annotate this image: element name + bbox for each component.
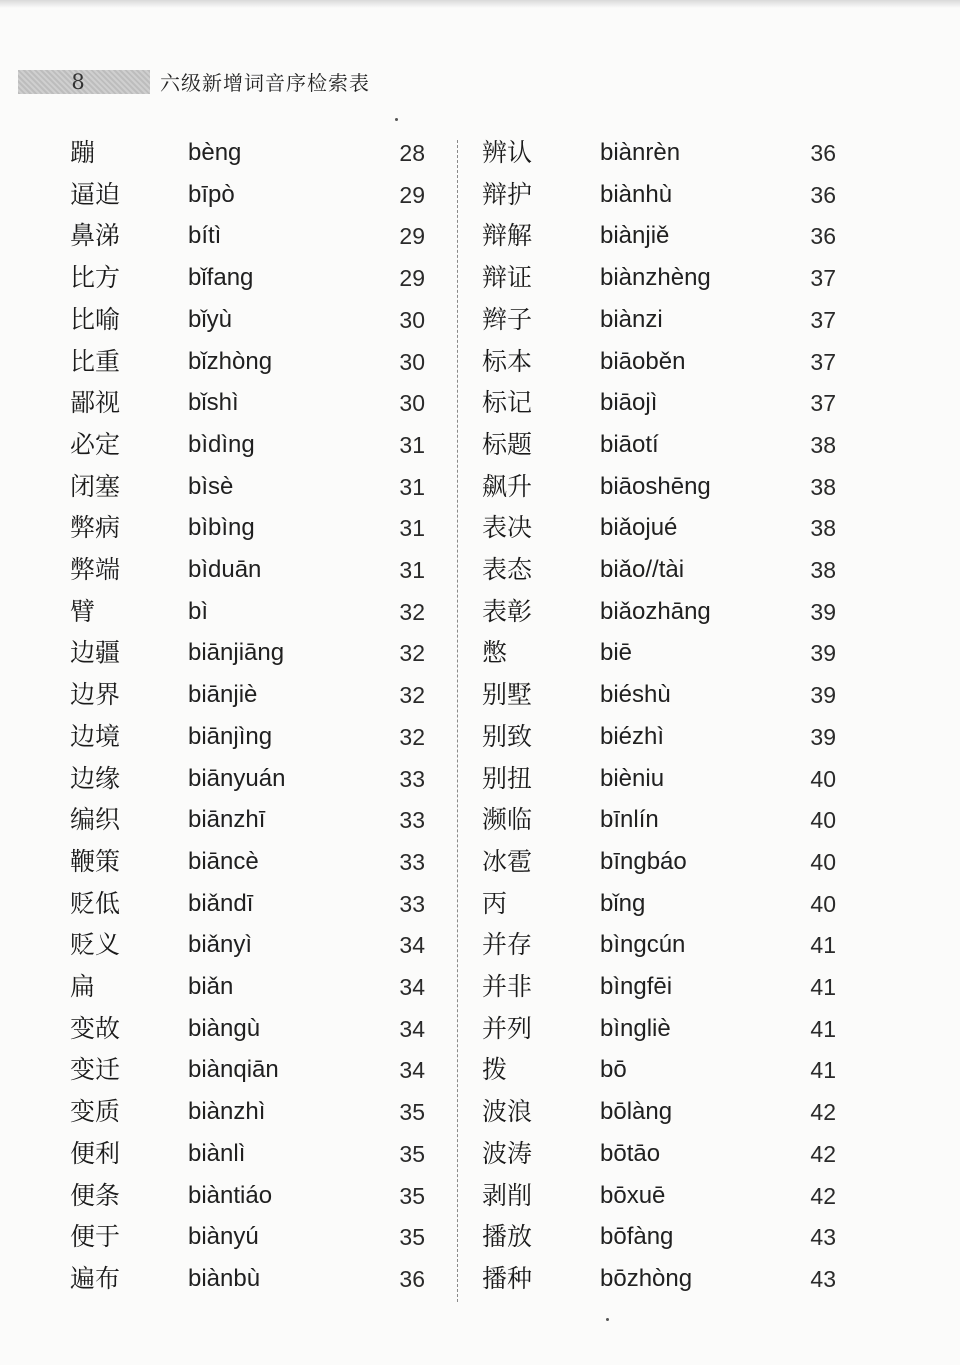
entry-page-number: 31 — [399, 431, 425, 458]
entry-page-number: 39 — [810, 682, 836, 709]
entry-pinyin: biéshù — [600, 681, 671, 709]
entry-pinyin: biànyú — [188, 1223, 259, 1251]
scan-speck — [606, 1318, 609, 1321]
index-row — [0, 841, 960, 883]
entry-pinyin: biǎozhāng — [600, 597, 711, 625]
entry-word: 并存 — [482, 930, 533, 960]
index-row — [0, 924, 960, 966]
entry-word: 遍布 — [70, 1263, 121, 1293]
entry-page-number: 42 — [810, 1140, 836, 1167]
entry-word: 标记 — [482, 388, 533, 418]
entry-word: 波涛 — [482, 1138, 533, 1168]
index-row — [0, 799, 960, 841]
entry-pinyin: biànhù — [600, 180, 673, 208]
entry-page-number: 34 — [399, 974, 425, 1000]
entry-pinyin: biàngù — [188, 1014, 261, 1042]
entry-page-number: 31 — [399, 473, 425, 500]
entry-word: 边界 — [70, 680, 121, 710]
entry-page-number: 38 — [810, 431, 836, 458]
entry-word: 辩解 — [482, 221, 533, 251]
entry-word: 便条 — [70, 1180, 121, 1210]
entry-page-number: 35 — [399, 1182, 425, 1209]
entry-pinyin: bǐshì — [188, 389, 239, 417]
entry-word: 并非 — [482, 972, 533, 1001]
entry-word: 表态 — [482, 555, 533, 584]
entry-page-number: 34 — [399, 1057, 425, 1084]
index-row — [0, 382, 960, 424]
entry-page-number: 33 — [399, 807, 425, 834]
entry-word: 表彰 — [482, 596, 533, 626]
entry-pinyin: bítì — [188, 222, 222, 250]
entry-word: 标题 — [482, 429, 533, 459]
entry-pinyin: bìsè — [188, 472, 234, 500]
entry-pinyin: biāncè — [188, 847, 259, 875]
index-row — [0, 1133, 960, 1175]
entry-pinyin: biàntiáo — [188, 1181, 273, 1209]
entry-page-number: 43 — [810, 1265, 836, 1292]
index-row — [0, 466, 960, 508]
entry-page-number: 35 — [399, 1140, 425, 1167]
entry-pinyin: bièniu — [600, 764, 665, 792]
entry-word: 憋 — [482, 638, 508, 668]
entry-pinyin: bìduān — [188, 556, 262, 583]
entry-pinyin: biànzhèng — [600, 264, 711, 292]
entry-word: 变故 — [70, 1013, 121, 1043]
entry-pinyin: bōfàng — [600, 1223, 674, 1251]
index-row — [0, 966, 960, 1008]
index-row — [0, 1216, 960, 1258]
entry-word: 弊端 — [70, 555, 121, 584]
entry-word: 鼻涕 — [70, 221, 121, 251]
entry-page-number: 30 — [399, 390, 425, 417]
entry-page-number: 37 — [810, 390, 836, 417]
entry-pinyin: biànbù — [188, 1264, 261, 1292]
entry-word: 冰雹 — [482, 846, 533, 876]
entry-page-number: 29 — [399, 223, 425, 250]
entry-pinyin: biǎnyì — [188, 931, 253, 959]
entry-page-number: 32 — [399, 682, 425, 709]
entry-pinyin: biānjiè — [188, 681, 258, 709]
index-row — [0, 215, 960, 257]
entry-page-number: 42 — [810, 1182, 836, 1209]
entry-word: 闭塞 — [70, 471, 121, 501]
entry-word: 濒临 — [482, 805, 533, 835]
entry-page-number: 33 — [399, 848, 425, 875]
entry-word: 别致 — [482, 721, 533, 751]
entry-pinyin: bǐyù — [188, 305, 233, 333]
entry-page-number: 33 — [399, 765, 425, 792]
entry-word: 飙升 — [482, 471, 533, 501]
entry-word: 拨 — [482, 1055, 508, 1085]
entry-pinyin: biǎo//tài — [600, 556, 685, 583]
index-row — [0, 341, 960, 383]
entry-page-number: 35 — [399, 1099, 425, 1126]
entry-pinyin: biànzhì — [188, 1098, 266, 1126]
entry-pinyin: bǐfang — [188, 264, 254, 292]
entry-pinyin: biāoběn — [600, 347, 686, 375]
index-row — [0, 674, 960, 716]
entry-page-number: 41 — [810, 1015, 836, 1042]
entry-page-number: 33 — [399, 890, 425, 917]
index-row — [0, 1175, 960, 1217]
entry-word: 变迁 — [70, 1055, 121, 1085]
entry-word: 辫子 — [482, 304, 533, 334]
page-header — [18, 68, 598, 98]
entry-pinyin: biézhì — [600, 722, 665, 750]
entry-page-number: 30 — [399, 348, 425, 375]
entry-pinyin: biǎojué — [600, 514, 678, 542]
entry-word: 便于 — [70, 1222, 121, 1252]
entry-pinyin: biǎn — [188, 973, 234, 1000]
entry-page-number: 29 — [399, 265, 425, 292]
entry-page-number: 40 — [810, 848, 836, 875]
entry-page-number: 37 — [810, 348, 836, 375]
entry-word: 播放 — [482, 1222, 533, 1252]
entry-pinyin: bìngcún — [600, 931, 686, 959]
entry-word: 边缘 — [70, 763, 121, 793]
entry-page-number: 34 — [399, 1015, 425, 1042]
entry-pinyin: biànlì — [188, 1139, 246, 1167]
entry-page-number: 41 — [810, 974, 836, 1000]
entry-pinyin: bìdìng — [188, 430, 255, 458]
entry-word: 并列 — [482, 1013, 533, 1043]
entry-word: 逼迫 — [70, 179, 121, 209]
entry-pinyin: biānzhī — [188, 806, 266, 834]
entry-page-number: 43 — [810, 1224, 836, 1251]
entry-pinyin: biānyuán — [188, 764, 286, 792]
entry-pinyin: bōxuē — [600, 1181, 666, 1209]
index-row — [0, 1008, 960, 1050]
entry-pinyin: biāotí — [600, 430, 659, 458]
entry-pinyin: bīnlín — [600, 806, 659, 834]
index-row — [0, 424, 960, 466]
entry-page-number: 40 — [810, 765, 836, 792]
entry-word: 辩证 — [482, 263, 533, 293]
index-row — [0, 1258, 960, 1300]
entry-word: 蹦 — [70, 138, 96, 167]
entry-page-number: 32 — [399, 640, 425, 667]
page-number: 8 — [71, 70, 85, 94]
entry-word: 辨认 — [482, 138, 533, 167]
index-row — [0, 1049, 960, 1091]
index-row — [0, 632, 960, 674]
index-row — [0, 507, 960, 549]
entry-pinyin: bǐzhòng — [188, 347, 273, 375]
index-row — [0, 299, 960, 341]
entry-word: 边境 — [70, 721, 121, 751]
page-title: 六级新增词音序检索表 — [160, 71, 370, 95]
entry-page-number: 37 — [810, 306, 836, 333]
index-row — [0, 716, 960, 758]
entry-page-number: 37 — [810, 265, 836, 292]
index-row — [0, 257, 960, 299]
entry-page-number: 36 — [810, 140, 836, 166]
entry-word: 鞭策 — [70, 846, 121, 876]
entry-word: 变质 — [70, 1097, 121, 1127]
entry-word: 比喻 — [70, 304, 121, 334]
index-row — [0, 549, 960, 591]
entry-page-number: 28 — [399, 140, 425, 166]
entry-pinyin: biē — [600, 639, 633, 667]
entry-word: 播种 — [482, 1263, 533, 1293]
entry-pinyin: biànzi — [600, 305, 663, 333]
entry-page-number: 42 — [810, 1099, 836, 1126]
entry-pinyin: biǎndī — [188, 889, 254, 917]
entry-pinyin: biànrèn — [600, 139, 681, 166]
entry-page-number: 39 — [810, 640, 836, 667]
entry-pinyin: bōlàng — [600, 1098, 673, 1126]
entry-word: 边疆 — [70, 638, 121, 668]
entry-word: 编织 — [70, 805, 121, 835]
entry-word: 鄙视 — [70, 388, 121, 418]
entry-page-number: 36 — [810, 181, 836, 208]
entry-page-number: 40 — [810, 890, 836, 917]
entry-pinyin: bìngliè — [600, 1014, 671, 1042]
entry-pinyin: bìngfēi — [600, 973, 673, 1000]
entry-word: 便利 — [70, 1138, 121, 1168]
entry-word: 波浪 — [482, 1097, 533, 1127]
entry-pinyin: biānjiāng — [188, 639, 285, 667]
entry-page-number: 31 — [399, 515, 425, 542]
entry-page-number: 41 — [810, 1057, 836, 1084]
entry-page-number: 38 — [810, 515, 836, 542]
entry-page-number: 39 — [810, 598, 836, 625]
entry-pinyin: bǐng — [600, 889, 646, 917]
entry-word: 比重 — [70, 346, 121, 376]
entry-pinyin: bīngbáo — [600, 847, 687, 875]
entry-page-number: 34 — [399, 932, 425, 959]
entry-page-number: 39 — [810, 723, 836, 750]
entry-page-number: 31 — [399, 557, 425, 583]
entry-page-number: 32 — [399, 723, 425, 750]
index-row — [0, 174, 960, 216]
entry-word: 剥削 — [482, 1180, 533, 1210]
entry-page-number: 36 — [399, 1265, 425, 1292]
index-row — [0, 591, 960, 633]
entry-word: 别墅 — [482, 680, 533, 710]
entry-word: 标本 — [482, 346, 533, 376]
entry-page-number: 38 — [810, 557, 836, 583]
entry-word: 弊病 — [70, 513, 121, 543]
entry-pinyin: biāoshēng — [600, 472, 711, 500]
entry-pinyin: biāojì — [600, 389, 658, 417]
entry-word: 表决 — [482, 513, 533, 543]
entry-word: 必定 — [70, 429, 121, 459]
entry-word: 臂 — [70, 596, 96, 626]
entry-pinyin: bō — [600, 1056, 627, 1084]
entry-pinyin: bìbìng — [188, 514, 255, 542]
entry-page-number: 38 — [810, 473, 836, 500]
entry-page-number: 40 — [810, 807, 836, 834]
entry-page-number: 29 — [399, 181, 425, 208]
top-edge-shadow — [0, 0, 960, 8]
entry-pinyin: bōtāo — [600, 1139, 661, 1167]
entry-page-number: 30 — [399, 306, 425, 333]
entry-page-number: 36 — [810, 223, 836, 250]
entry-pinyin: bōzhòng — [600, 1264, 693, 1292]
entry-word: 比方 — [70, 263, 121, 293]
index-row — [0, 883, 960, 925]
entry-pinyin: biānjìng — [188, 722, 273, 750]
entry-pinyin: bèng — [188, 139, 242, 166]
entry-page-number: 41 — [810, 932, 836, 959]
entry-word: 丙 — [482, 888, 508, 918]
entry-word: 扁 — [70, 972, 96, 1001]
entry-word: 别扭 — [482, 763, 533, 793]
entry-pinyin: bīpò — [188, 180, 235, 208]
entry-word: 贬义 — [70, 930, 121, 960]
entry-pinyin: biànjiě — [600, 222, 670, 250]
entry-word: 贬低 — [70, 888, 121, 918]
entry-pinyin: biànqiān — [188, 1056, 279, 1084]
entry-page-number: 32 — [399, 598, 425, 625]
entry-word: 辩护 — [482, 179, 533, 209]
index-row — [0, 758, 960, 800]
entry-pinyin: bì — [188, 597, 209, 625]
index-row — [0, 1091, 960, 1133]
index-row — [0, 132, 960, 174]
scan-speck — [395, 118, 398, 121]
entry-page-number: 35 — [399, 1224, 425, 1251]
